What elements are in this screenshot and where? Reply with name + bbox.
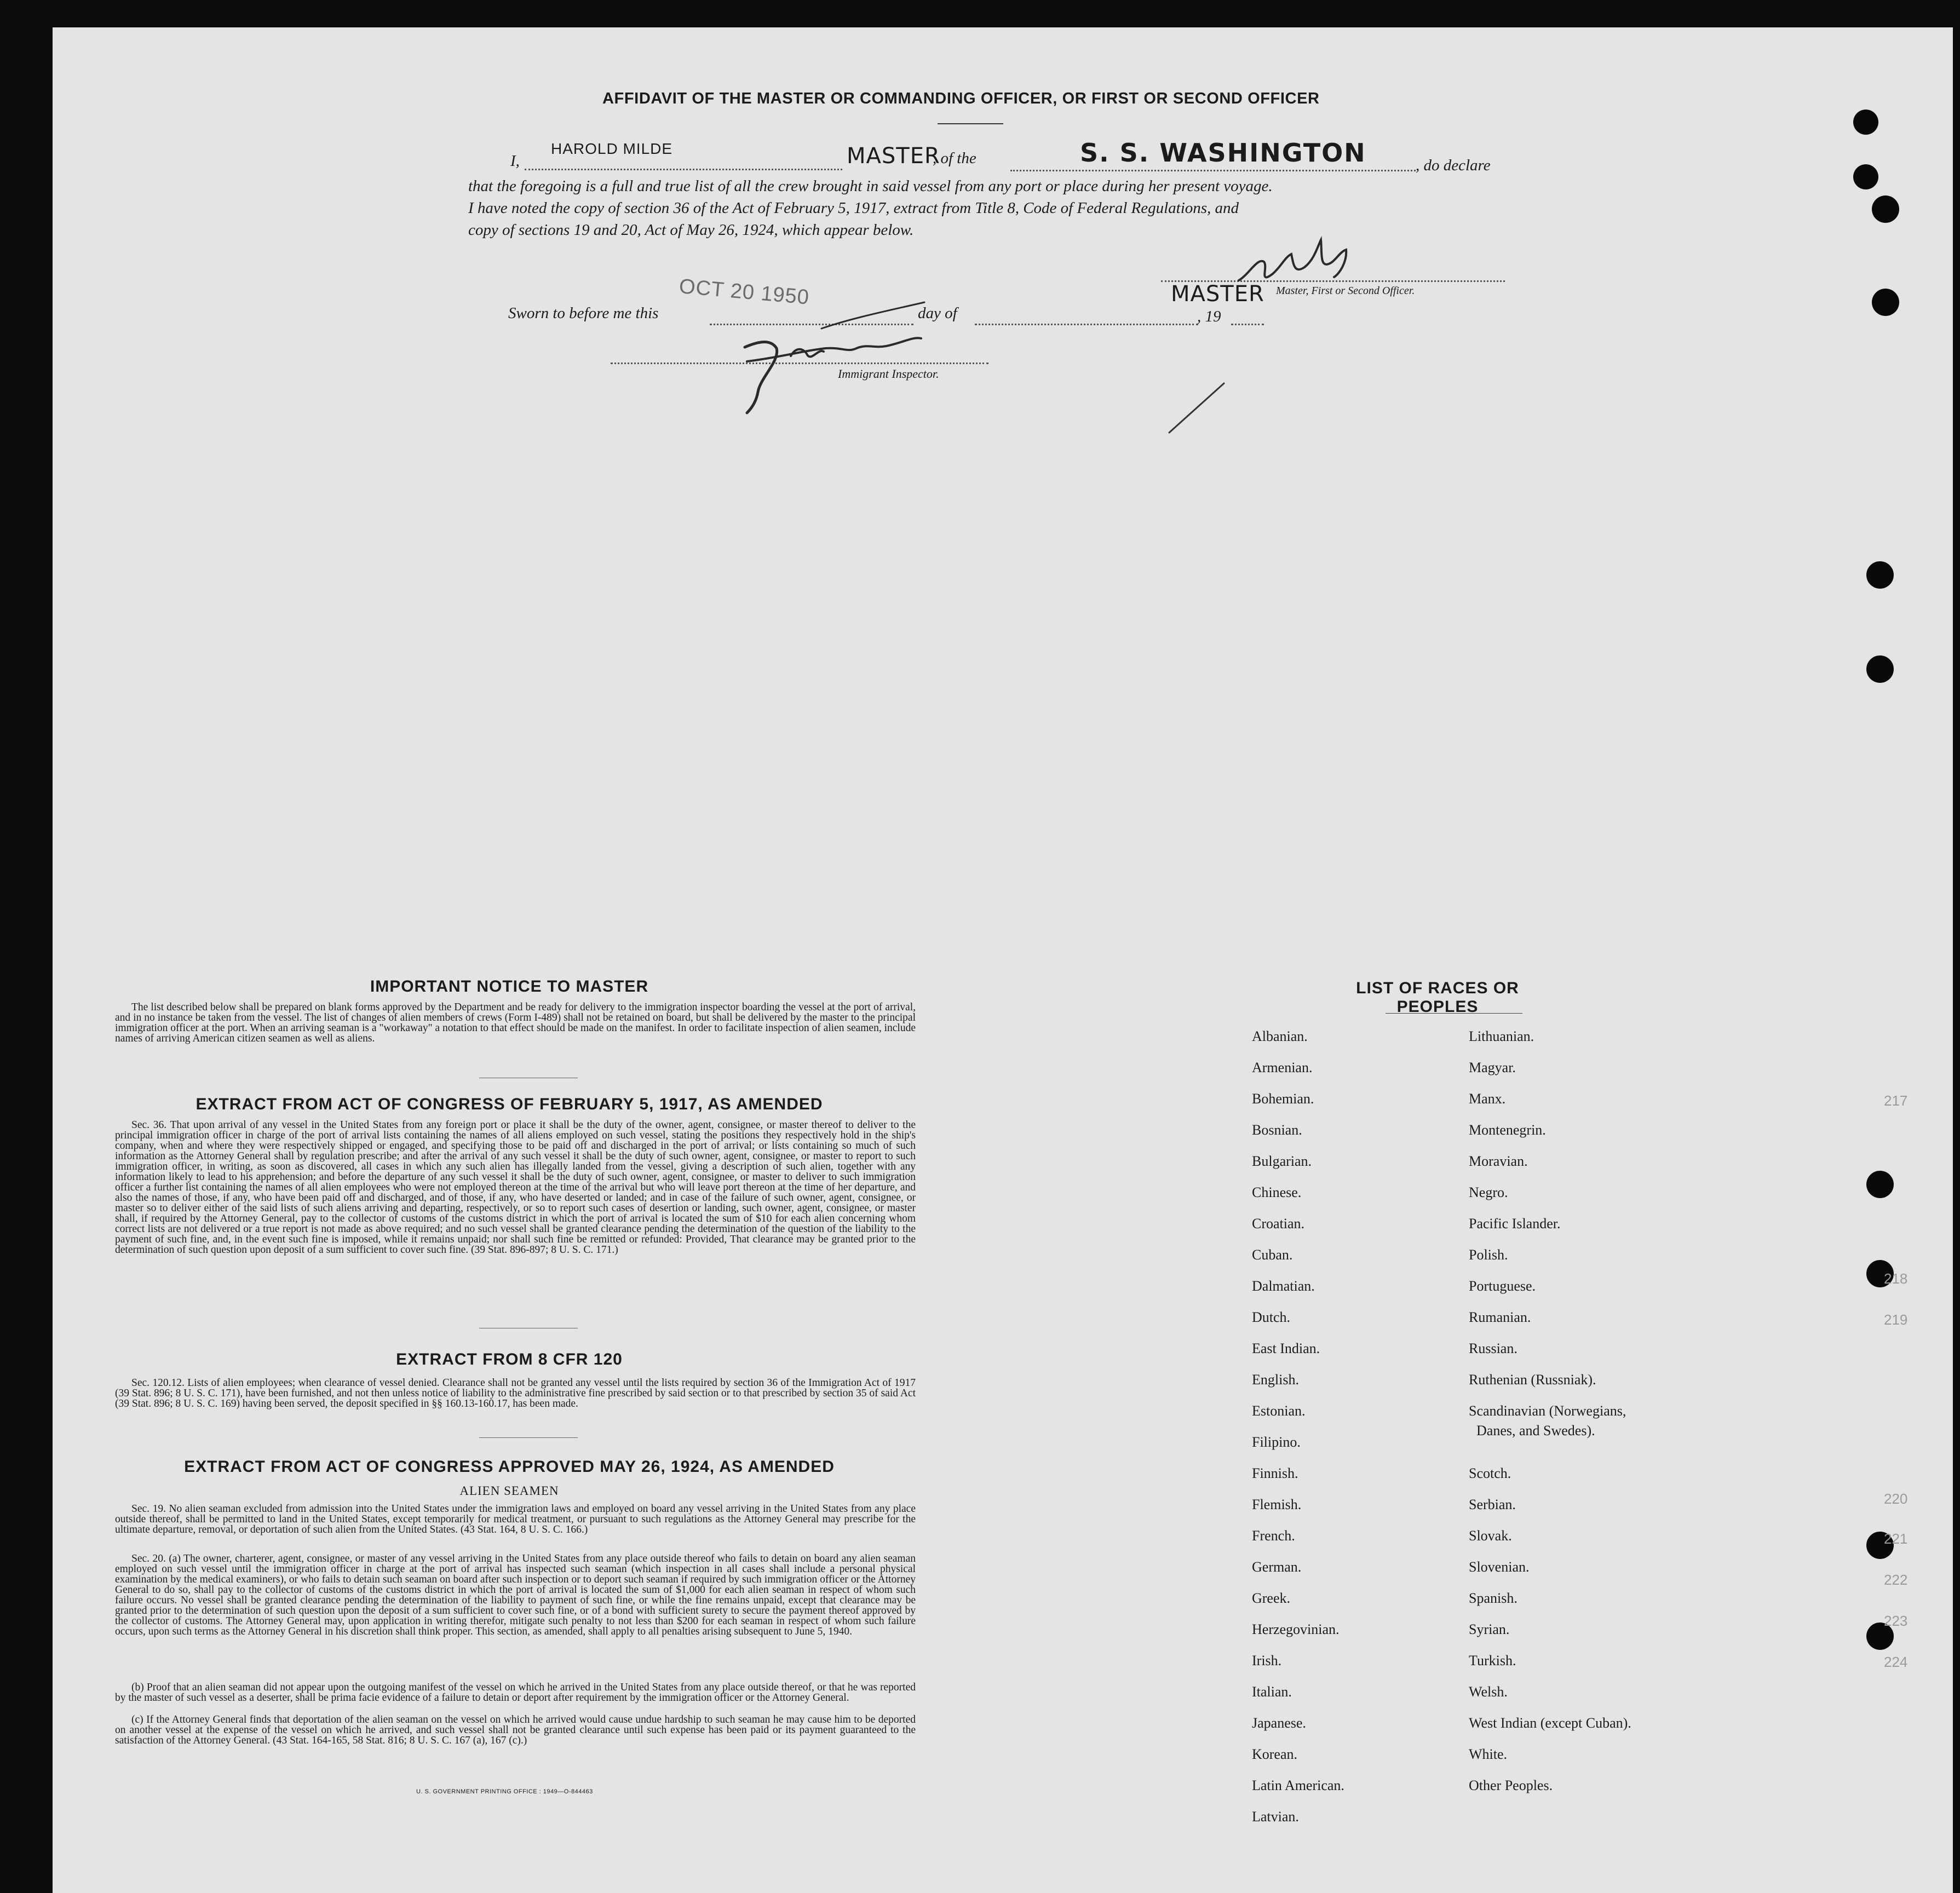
race-item: Chinese. bbox=[1252, 1184, 1302, 1200]
races-title: LIST OF RACES OR PEOPLES bbox=[1356, 979, 1519, 1016]
day-of-label: day of bbox=[918, 304, 957, 322]
race-item: Herzegovinian. bbox=[1252, 1621, 1340, 1637]
punch-hole bbox=[1872, 195, 1899, 223]
inspector-caption: Immigrant Inspector. bbox=[838, 367, 939, 381]
race-item: English. bbox=[1252, 1372, 1299, 1388]
margin-mark: 221 bbox=[1884, 1530, 1908, 1547]
race-item: Pacific Islander. bbox=[1469, 1216, 1561, 1232]
race-item: Latin American. bbox=[1252, 1777, 1344, 1793]
race-item: Korean. bbox=[1252, 1746, 1298, 1762]
sec20a-body: Sec. 20. (a) The owner, charterer, agent, consignee, or master of any vessel arriving in the United States from any place outside thereof who fails to detain on board any alien seaman employed on such vessel until the immigration officer in charge at the port of arrival has inspected such seaman (which inspection in all cases shall include a personal physical examination by the medical examiners), or who fails to detain such seaman on board after such inspection or to deport such seaman if required by such immigration officer or the Attorney General to do so, shall pay to the collector of customs of the customs district in which the port of arrival is located the sum of $1,000 for each alien seaman in respect of whom such failure occurs. No vessel shall be granted clearance pending the determination of the liability to payment of such fine, or while the fine remains unpaid, except that clearance may be granted prior to the determination of such question upon the deposit of a sum sufficient to cover such fine, or of a bond with sufficient surety to secure the payment thereof approved by the collector of customs. The Attorney General may, upon application in writing therefor, mitigate such penalty to not less than $200 for each seaman in respect of whom such failure occurs, upon such terms as the Attorney General in his discretion shall think proper. This section, as amended, shall apply to all penalties arising subsequent to June 5, 1940. bbox=[115, 1553, 916, 1637]
race-item: Syrian. bbox=[1469, 1621, 1510, 1637]
race-item: Other Peoples. bbox=[1469, 1777, 1553, 1793]
race-item: Latvian. bbox=[1252, 1809, 1299, 1825]
race-item: Danes, and Swedes). bbox=[1476, 1423, 1595, 1439]
master-signature bbox=[1232, 235, 1364, 296]
race-item: Croatian. bbox=[1252, 1216, 1305, 1232]
race-item: West Indian (except Cuban). bbox=[1469, 1715, 1631, 1731]
race-item: Slovak. bbox=[1469, 1528, 1512, 1544]
gpo-imprint: U. S. GOVERNMENT PRINTING OFFICE : 1949—O-844463 bbox=[416, 1788, 593, 1795]
race-item: Portuguese. bbox=[1469, 1278, 1536, 1294]
do-declare-label: , do declare bbox=[1416, 157, 1491, 174]
signer-rank: MASTER bbox=[1171, 281, 1264, 307]
race-item: Japanese. bbox=[1252, 1715, 1306, 1731]
race-item: Russian. bbox=[1469, 1340, 1518, 1356]
race-item: Cuban. bbox=[1252, 1247, 1293, 1263]
sec19-body: Sec. 19. No alien seaman excluded from admission into the United States under the immigration laws and employed on board any vessel arriving in the United States from any place outside thereof, shall be permitted to land in the United States, except temporarily for medical treatment, or pursuant to such regulations as the Attorney General may prescribe for the ultimate departure, removal, or deportation of such alien from the United States. (43 Stat. 164, 8 U. S. C. 166.) bbox=[115, 1503, 916, 1535]
declarant-rank[interactable]: MASTER bbox=[847, 143, 940, 169]
race-item: Armenian. bbox=[1252, 1060, 1313, 1075]
declaration-line-3: I have noted the copy of section 36 of the Act of February 5, 1917, extract from Title 8, Code of Federal Regulations, and bbox=[468, 199, 1239, 217]
extract-1924-subtitle: ALIEN SEAMEN bbox=[459, 1484, 559, 1498]
sworn-label: Sworn to before me this bbox=[508, 304, 659, 322]
race-item: Dutch. bbox=[1252, 1309, 1291, 1325]
declarant-name[interactable]: HAROLD MILDE bbox=[551, 140, 673, 157]
race-item: Spanish. bbox=[1469, 1590, 1518, 1606]
vessel-name[interactable]: S. S. WASHINGTON bbox=[1080, 138, 1366, 168]
date-stamp: OCT 20 1950 bbox=[678, 275, 811, 309]
sworn-year-line bbox=[1231, 324, 1264, 325]
race-item: Flemish. bbox=[1252, 1497, 1302, 1512]
race-item: Bulgarian. bbox=[1252, 1153, 1312, 1169]
race-item: French. bbox=[1252, 1528, 1295, 1544]
sec20c-body: (c) If the Attorney General finds that deportation of the alien seaman on the vessel on which he arrived would cause undue hardship to such seaman he may cause him to be deported on another vessel at the expense of the vessel on which he arrived, and such vessel shall not be granted clearance until such expense has been paid or its payment guaranteed to the satisfaction of the Attorney General. (43 Stat. 164-165, 58 Stat. 816; 8 U. S. C. 167 (a), 167 (c).) bbox=[115, 1714, 916, 1746]
race-item: Filipino. bbox=[1252, 1434, 1301, 1450]
margin-mark: 222 bbox=[1884, 1572, 1908, 1588]
inspector-signature bbox=[694, 296, 935, 416]
sworn-month-line bbox=[975, 324, 1198, 325]
pen-stroke bbox=[1164, 378, 1229, 438]
race-item: Manx. bbox=[1469, 1091, 1506, 1107]
race-item: Greek. bbox=[1252, 1590, 1291, 1606]
race-item: Finnish. bbox=[1252, 1465, 1298, 1481]
races-title-rule bbox=[1386, 1013, 1522, 1014]
race-item: German. bbox=[1252, 1559, 1302, 1575]
affidavit-title: AFFIDAVIT OF THE MASTER OR COMMANDING OFFICER, OR FIRST OR SECOND OFFICER bbox=[602, 90, 1320, 107]
punch-hole bbox=[1866, 561, 1894, 589]
race-item: Bosnian. bbox=[1252, 1122, 1302, 1138]
margin-mark: 223 bbox=[1884, 1613, 1908, 1629]
punch-hole bbox=[1866, 1171, 1894, 1198]
race-item: Welsh. bbox=[1469, 1684, 1508, 1700]
vessel-field-line bbox=[1010, 170, 1416, 171]
race-item: Polish. bbox=[1469, 1247, 1508, 1263]
margin-mark: 218 bbox=[1884, 1270, 1908, 1287]
punch-hole bbox=[1853, 110, 1878, 135]
signer-caption: Master, First or Second Officer. bbox=[1276, 285, 1415, 297]
of-the-label: , of the bbox=[933, 149, 976, 167]
declaration-line-4: copy of sections 19 and 20, Act of May 26, 1924, which appear below. bbox=[468, 221, 914, 239]
margin-mark: 219 bbox=[1884, 1311, 1908, 1328]
punch-hole bbox=[1872, 289, 1899, 316]
margin-mark: 220 bbox=[1884, 1491, 1908, 1507]
race-item: Dalmatian. bbox=[1252, 1278, 1315, 1294]
race-item: Italian. bbox=[1252, 1684, 1292, 1700]
punch-hole bbox=[1853, 164, 1878, 189]
extract-1917-title: EXTRACT FROM ACT OF CONGRESS OF FEBRUARY 5, 1917, AS AMENDED bbox=[196, 1095, 823, 1113]
section-divider bbox=[479, 1437, 578, 1438]
notice-body: The list described below shall be prepared on blank forms approved by the Department and be ready for delivery to the immigration inspector boarding the vessel at the port of arrival, and in no instance be taken from the vessel. The list of changes of alien members of crews (Form I-489) shall not be retained on board, but shall be delivered by the master to the principal immigration officer at the port. When an arriving seaman is a "workaway" a notation to that effect should be made on the manifest. In order to facilitate inspection of alien seamen, include names of arriving American citizen seamen as well as aliens. bbox=[115, 1002, 916, 1044]
races-column-1 bbox=[1252, 1028, 1344, 1840]
race-item: Albanian. bbox=[1252, 1028, 1308, 1044]
race-item: Scandinavian (Norwegians, bbox=[1469, 1403, 1626, 1419]
race-item: Slovenian. bbox=[1469, 1559, 1530, 1575]
race-item: White. bbox=[1469, 1746, 1508, 1762]
race-item: Estonian. bbox=[1252, 1403, 1306, 1419]
sec20b-body: (b) Proof that an alien seaman did not appear upon the outgoing manifest of the vessel on which he arrived in the United States from any place outside thereof, or that he was reported by the master of such vessel as a deserter, shall be prima facie evidence of a failure to detain or deport after requirement by the immigration officer or the Attorney General. bbox=[115, 1682, 916, 1704]
race-item: Scotch. bbox=[1469, 1465, 1511, 1481]
race-item: Ruthenian (Russniak). bbox=[1469, 1372, 1596, 1388]
race-item: Lithuanian. bbox=[1469, 1028, 1534, 1044]
race-item: Irish. bbox=[1252, 1653, 1282, 1668]
race-item: Serbian. bbox=[1469, 1497, 1516, 1512]
races-column-2 bbox=[1469, 1028, 1631, 1809]
notice-title: IMPORTANT NOTICE TO MASTER bbox=[370, 977, 649, 996]
race-item: Negro. bbox=[1469, 1184, 1508, 1200]
race-item: Bohemian. bbox=[1252, 1091, 1314, 1107]
i-label: I, bbox=[510, 152, 520, 170]
extract-1917-body: Sec. 36. That upon arrival of any vessel in the United States from any foreign port or place it shall be the duty of the owner, agent, consignee, or master thereof to deliver to the principal immigration officer in charge of the port of arrival lists containing the names of all aliens employed on such vessel, stating the positions they respectively hold in the ship's company, when and where they were respectively shipped or engaged, and specifying those to be paid off and discharged in the port of arrival; or lists containing so much of such information as the Attorney General shall by regulation prescribe; and after the arrival of any such vessel it shall be the duty of such owner, agent, consignee, or master to report to such immigration officer, in writing, as soon as discovered, all cases in which any such alien has illegally landed from the vessel, giving a description of such alien, together with any information likely to lead to his apprehension; and before the departure of any such vessel it shall be the duty of such owner, agent, consignee, or master to deliver to such immigration officer a further list containing the names of all alien employees who were not employed thereon at the time of the arrival but who will leave port thereon at the time of her departure, and also the names of those, if any, who have been paid off and discharged, and of those, if any, who have deserted or landed; and in case of the failure of such owner, agent, consignee, or master so to deliver either of the said lists of such aliens arriving and departing, respectively, or so to report such cases of desertion or landing, such owner, agent, consignee, or master shall, if required by the Attorney General, pay to the collector of customs of the customs district in which the port of arrival is located the sum of $10 for each alien concerning whom correct lists are not delivered or a true report is not made as above required; and no such vessel shall be granted clearance pending the determination of the question of the liability to the payment of such fine, and, in the event such fine is imposed, while it remains unpaid; nor shall such fine be remitted or refunded: Provided, That clearance may be granted prior to the determination of such question upon deposit of a sum sufficient to cover such fine. (39 Stat. 896-897; 8 U. S. C. 171.) bbox=[115, 1119, 916, 1256]
extract-cfr-title: EXTRACT FROM 8 CFR 120 bbox=[396, 1350, 623, 1368]
punch-hole bbox=[1866, 655, 1894, 683]
year-prefix: , 19 bbox=[1197, 308, 1221, 325]
race-item: East Indian. bbox=[1252, 1340, 1320, 1356]
race-item: Rumanian. bbox=[1469, 1309, 1531, 1325]
margin-mark: 217 bbox=[1884, 1092, 1908, 1109]
name-field-line bbox=[525, 169, 842, 170]
extract-1924-title: EXTRACT FROM ACT OF CONGRESS APPROVED MAY 26, 1924, AS AMENDED bbox=[184, 1458, 835, 1476]
race-item: Turkish. bbox=[1469, 1653, 1516, 1668]
declaration-line-2: that the foregoing is a full and true list of all the crew brought in said vessel from any port or place during her present voyage. bbox=[468, 177, 1273, 195]
race-item: Moravian. bbox=[1469, 1153, 1528, 1169]
race-item: Montenegrin. bbox=[1469, 1122, 1546, 1138]
extract-cfr-body: Sec. 120.12. Lists of alien employees; when clearance of vessel denied. Clearance shall not be granted any vessel until the lists required by section 36 of the Immigration Act of 1917 (39 Stat. 896; 8 U. S. C. 171), have been furnished, and not then unless notice of liability to the administrative fine prescribed by said section or to that prescribed by section 35 of said Act (39 Stat. 896; 8 U. S. C. 169) having been served, the deposit specified in §§ 160.13-160.17, has been made. bbox=[115, 1377, 916, 1409]
margin-mark: 224 bbox=[1884, 1654, 1908, 1670]
race-item: Magyar. bbox=[1469, 1060, 1516, 1075]
title-rule bbox=[938, 123, 1003, 124]
